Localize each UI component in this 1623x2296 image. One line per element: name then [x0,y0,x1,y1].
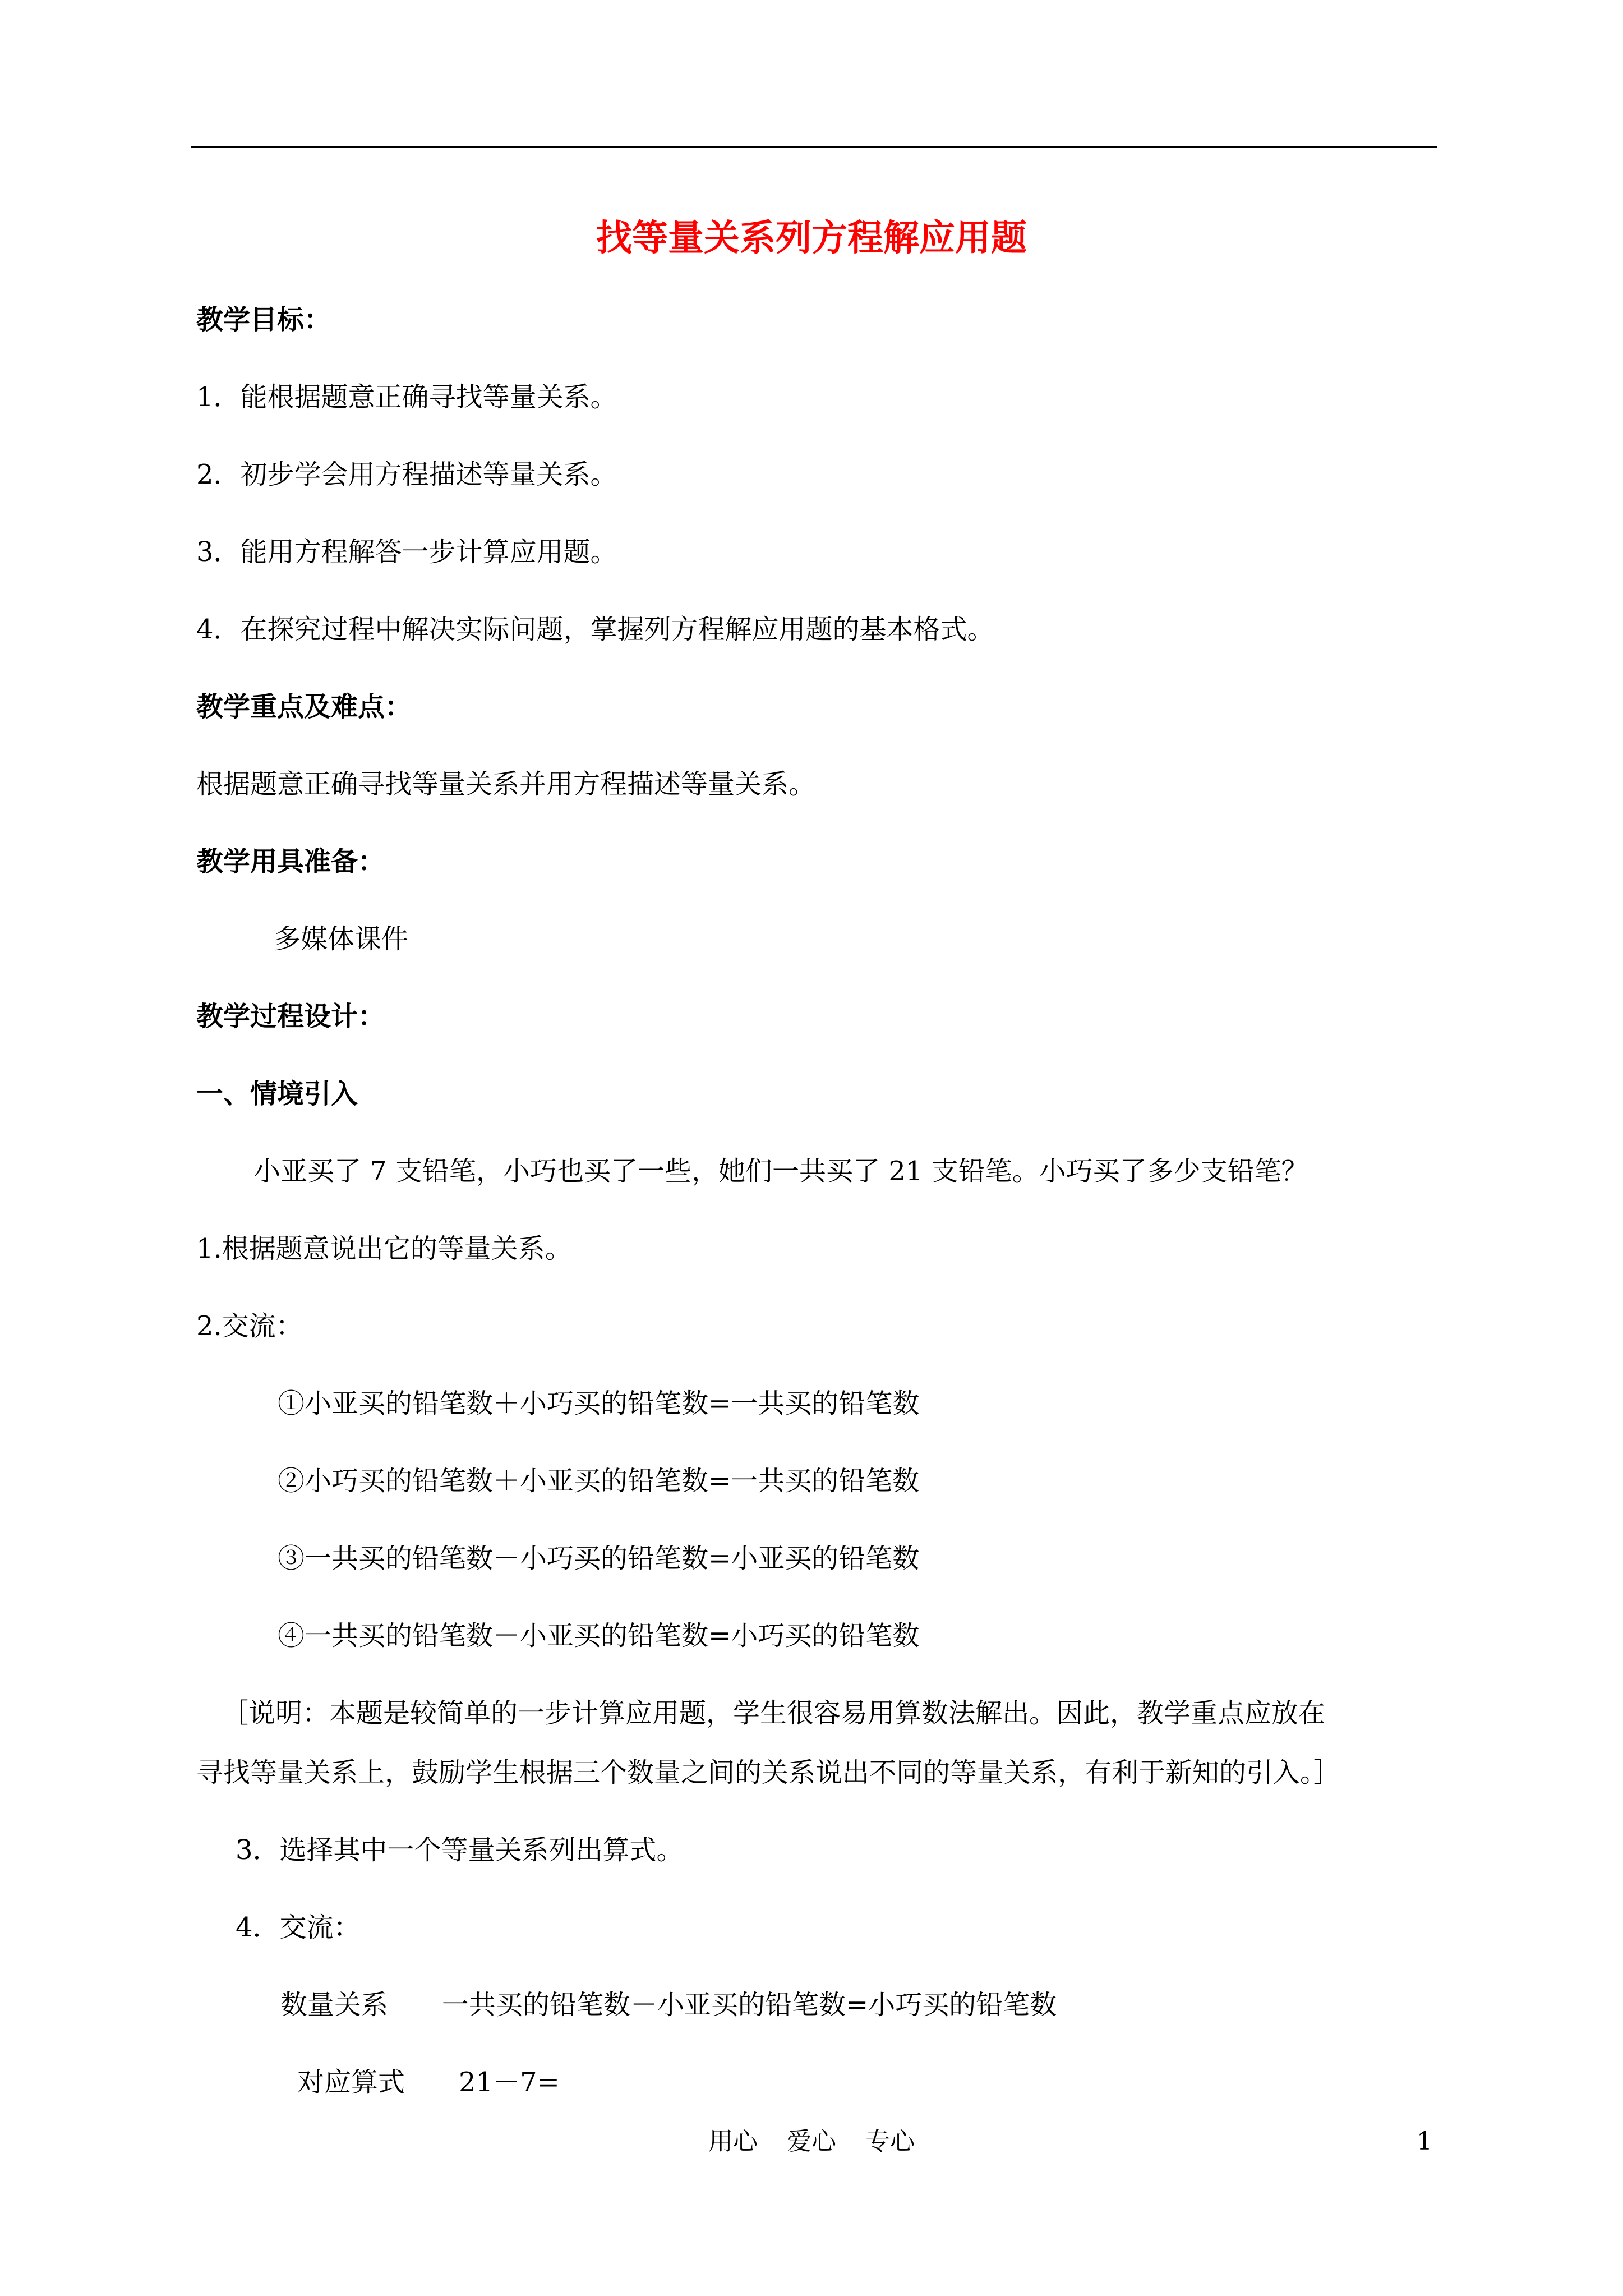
quantity-label: 数量关系 [280,1989,389,2021]
relation-item-3: ③一共买的铅笔数－小巧买的铅笔数=小亚买的铅笔数 [278,1543,920,1574]
section1-step1: 1.根据题意说出它的等量关系。 [196,1233,572,1264]
page-footer [0,2126,1623,2157]
section1-step2: 2.交流： [196,1310,303,1342]
process-heading: 教学过程设计： [196,1001,385,1032]
tools-heading: 教学用具准备： [196,846,385,877]
objective-item-1: 1．能根据题意正确寻找等量关系。 [196,381,617,413]
objective-item-3: 3．能用方程解答一步计算应用题。 [196,536,617,568]
footer-item-2: 爱心 [787,2127,836,2156]
note-line-1: ［说明：本题是较简单的一步计算应用题，学生很容易用算数法解出。因此，教学重点应放在 [222,1697,1326,1729]
tools-text: 多媒体课件 [274,923,409,955]
page-number: 1 [1417,2127,1432,2156]
relation-item-1: ①小亚买的铅笔数＋小巧买的铅笔数=一共买的铅笔数 [278,1388,920,1419]
formula-value: 21－7= [459,2067,560,2098]
formula-label: 对应算式 [297,2067,405,2098]
section1-step4: 4．交流： [236,1912,361,1943]
footer-item-1: 用心 [708,2127,758,2156]
formula-row [297,2065,560,2099]
header-rule [191,146,1437,148]
document-title: 找等量关系列方程解应用题 [596,217,1027,259]
objective-item-4: 4．在探究过程中解决实际问题，掌握列方程解应用题的基本格式。 [196,614,994,645]
relation-item-2: ②小巧买的铅笔数＋小亚买的铅笔数=一共买的铅笔数 [278,1465,920,1497]
note-line-2: 寻找等量关系上，鼓励学生根据三个数量之间的关系说出不同的等量关系，有利于新知的引入。］ [196,1757,1341,1788]
objective-item-2: 2．初步学会用方程描述等量关系。 [196,459,617,490]
key-points-text: 根据题意正确寻找等量关系并用方程描述等量关系。 [196,769,816,800]
footer-item-3: 专心 [865,2127,915,2156]
quantity-value: 一共买的铅笔数－小亚买的铅笔数=小巧买的铅笔数 [442,1989,1057,2021]
objectives-heading: 教学目标： [196,304,331,335]
section1-problem: 小亚买了 7 支铅笔，小巧也买了一些，她们一共买了 21 支铅笔。小巧买了多少支铅笔？ [253,1156,1308,1187]
relation-item-4: ④一共买的铅笔数－小亚买的铅笔数=小巧买的铅笔数 [278,1620,920,1651]
key-points-heading: 教学重点及难点： [196,691,412,723]
quantity-relation-row [280,1988,1057,2022]
section1-step3: 3．选择其中一个等量关系列出算式。 [236,1834,684,1866]
section1-heading: 一、情境引入 [196,1078,358,1110]
